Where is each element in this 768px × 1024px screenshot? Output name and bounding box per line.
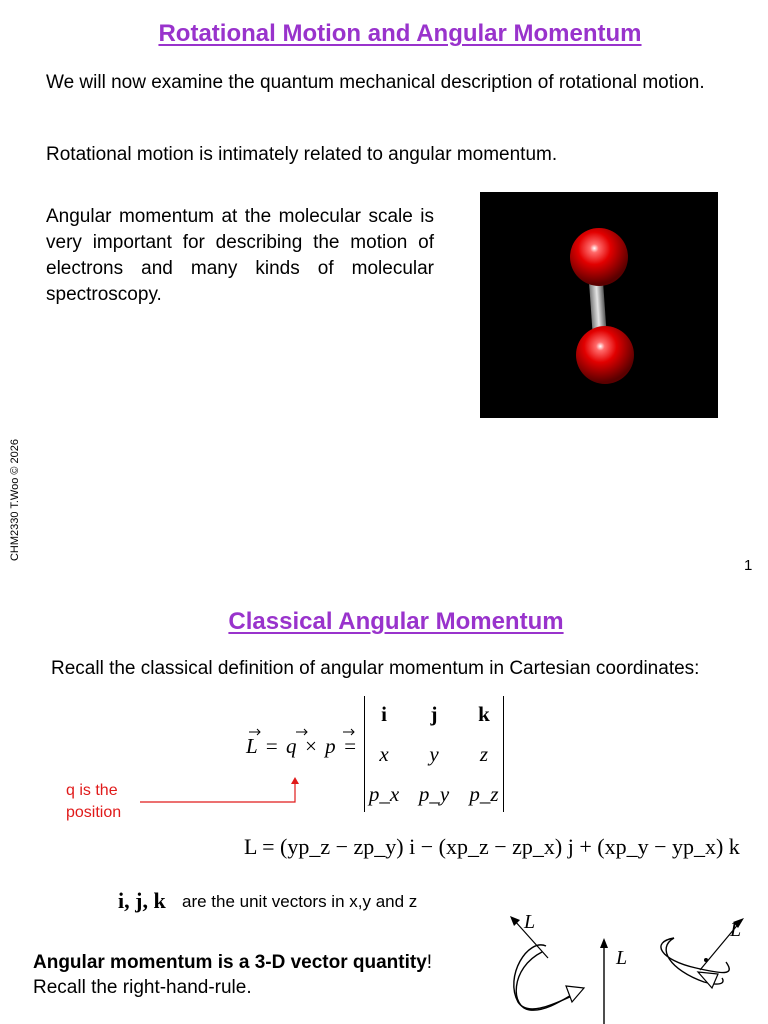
vector-label-middle: L: [616, 947, 628, 969]
bold-statement: Angular momentum is a 3-D vector quantity: [33, 952, 427, 973]
matrix-py: p_y: [418, 782, 450, 806]
matrix-k: k: [478, 702, 490, 726]
matrix-x: x: [379, 742, 389, 766]
vector-label-right: L: [730, 919, 742, 941]
slide1-title: Rotational Motion and Angular Momentum: [158, 20, 642, 47]
matrix-j: j: [430, 702, 438, 726]
vector-statement: [33, 952, 432, 974]
determinant-matrix: [364, 696, 504, 812]
slide2-intro: Recall the classical definition of angular momentum in Cartesian coordinates:: [51, 658, 700, 679]
side-label: CHM2330 T.Woo © 2026: [9, 438, 21, 562]
slide1-para2: Rotational motion is intimately related to angular momentum.: [46, 144, 558, 165]
vector-label-left: L: [524, 911, 536, 933]
equation-lhs: L = q × p =: [246, 734, 359, 758]
right-hand-rule-text: Recall the right-hand-rule.: [33, 977, 252, 998]
page-number: 1: [744, 557, 753, 574]
atom-bottom: [576, 326, 634, 384]
slide1-para3: Angular momentum at the molecular scale is very important for describing the motion of electrons and many kinds of molecular spectroscopy.: [46, 206, 434, 305]
right-hand-rule-diagram: [500, 898, 768, 1024]
unit-vectors-text: are the unit vectors in x,y and z: [182, 892, 418, 911]
slide2-title: Classical Angular Momentum: [228, 608, 564, 635]
matrix-z: z: [479, 742, 489, 766]
matrix-i: i: [381, 702, 387, 726]
atom-top: [570, 228, 628, 286]
cross-product-equation: [246, 734, 366, 764]
diatomic-molecule-image: [480, 192, 718, 418]
slide1-para1: We will now examine the quantum mechanical description of rotational motion.: [46, 72, 705, 93]
matrix-y: y: [429, 742, 439, 766]
position-annotation: q is the position: [66, 782, 122, 821]
unit-vectors-label: i, j, k: [118, 888, 166, 913]
annotation-arrow: [138, 776, 308, 806]
expanded-equation: L = (yp_z − zp_y) i − (xp_z − zp_x) j + (xp_y − yp_x) k: [244, 834, 740, 859]
matrix-px: p_x: [368, 782, 400, 806]
exclamation: !: [426, 952, 433, 973]
matrix-pz: p_z: [469, 782, 499, 806]
